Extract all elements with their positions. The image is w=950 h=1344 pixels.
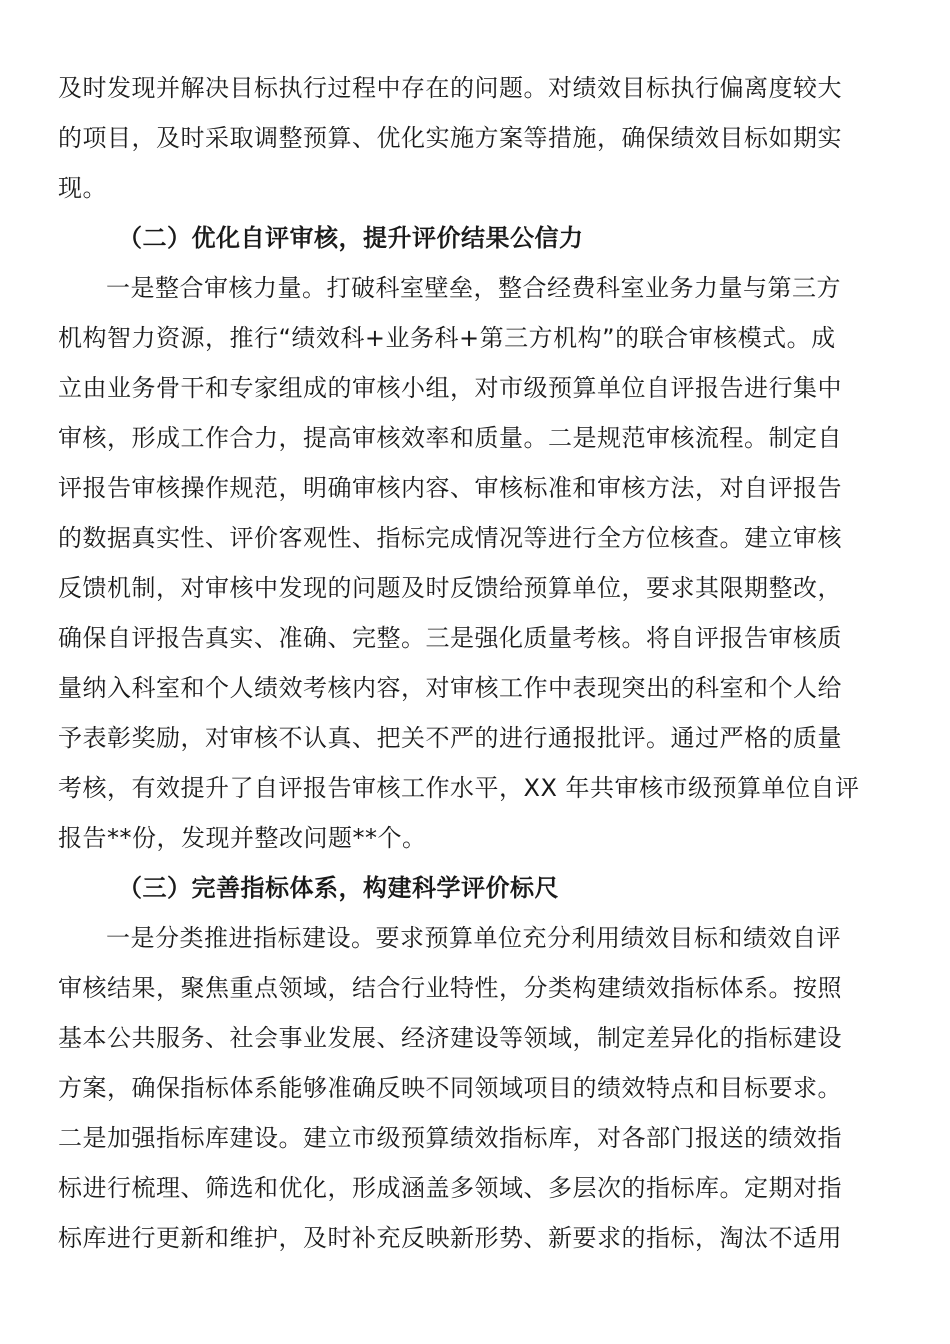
paragraph-line: 评报告审核操作规范，明确审核内容、审核标准和审核方法，对自评报告 <box>58 474 842 502</box>
paragraph-line: 及时发现并解决目标执行过程中存在的问题。对绩效目标执行偏离度较大 <box>58 74 842 102</box>
paragraph-line: 量纳入科室和个人绩效考核内容，对审核工作中表现突出的科室和个人给 <box>58 674 842 702</box>
paragraph-line: 考核，有效提升了自评报告审核工作水平，XX 年共审核市级预算单位自评 <box>58 774 860 802</box>
paragraph-line: 二是加强指标库建设。建立市级预算绩效指标库，对各部门报送的绩效指 <box>58 1124 842 1152</box>
paragraph-line: 确保自评报告真实、准确、完整。三是强化质量考核。将自评报告审核质 <box>58 624 842 652</box>
paragraph-line: 反馈机制，对审核中发现的问题及时反馈给预算单位，要求其限期整改， <box>58 574 842 602</box>
paragraph-line: 标库进行更新和维护，及时补充反映新形势、新要求的指标，淘汰不适用 <box>58 1224 842 1252</box>
paragraph-line: 审核，形成工作合力，提高审核效率和质量。二是规范审核流程。制定自 <box>58 424 842 452</box>
paragraph-line: 报告**份，发现并整改问题**个。 <box>58 824 427 852</box>
paragraph-line: 立由业务骨干和专家组成的审核小组，对市级预算单位自评报告进行集中 <box>58 374 842 402</box>
paragraph-line: 现。 <box>58 174 107 202</box>
paragraph-line: 方案，确保指标体系能够准确反映不同领域项目的绩效特点和目标要求。 <box>58 1074 842 1102</box>
paragraph-line: 一是整合审核力量。打破科室壁垒，整合经费科室业务力量与第三方 <box>106 274 841 302</box>
paragraph-line: 机构智力资源，推行“绩效科+业务科+第三方机构”的联合审核模式。成 <box>58 324 836 352</box>
paragraph-line: 审核结果，聚焦重点领域，结合行业特性，分类构建绩效指标体系。按照 <box>58 974 842 1002</box>
paragraph-line: 予表彰奖励，对审核不认真、把关不严的进行通报批评。通过严格的质量 <box>58 724 842 752</box>
section-heading: （三）完善指标体系，构建科学评价标尺 <box>118 874 559 902</box>
paragraph-line: 的数据真实性、评价客观性、指标完成情况等进行全方位核查。建立审核 <box>58 524 842 552</box>
paragraph-line: 一是分类推进指标建设。要求预算单位充分利用绩效目标和绩效自评 <box>106 924 841 952</box>
paragraph-line: 基本公共服务、社会事业发展、经济建设等领域，制定差异化的指标建设 <box>58 1024 842 1052</box>
paragraph-line: 的项目，及时采取调整预算、优化实施方案等措施，确保绩效目标如期实 <box>58 124 842 152</box>
paragraph-line: 标进行梳理、筛选和优化，形成涵盖多领域、多层次的指标库。定期对指 <box>58 1174 842 1202</box>
section-heading: （二）优化自评审核，提升评价结果公信力 <box>118 224 584 252</box>
